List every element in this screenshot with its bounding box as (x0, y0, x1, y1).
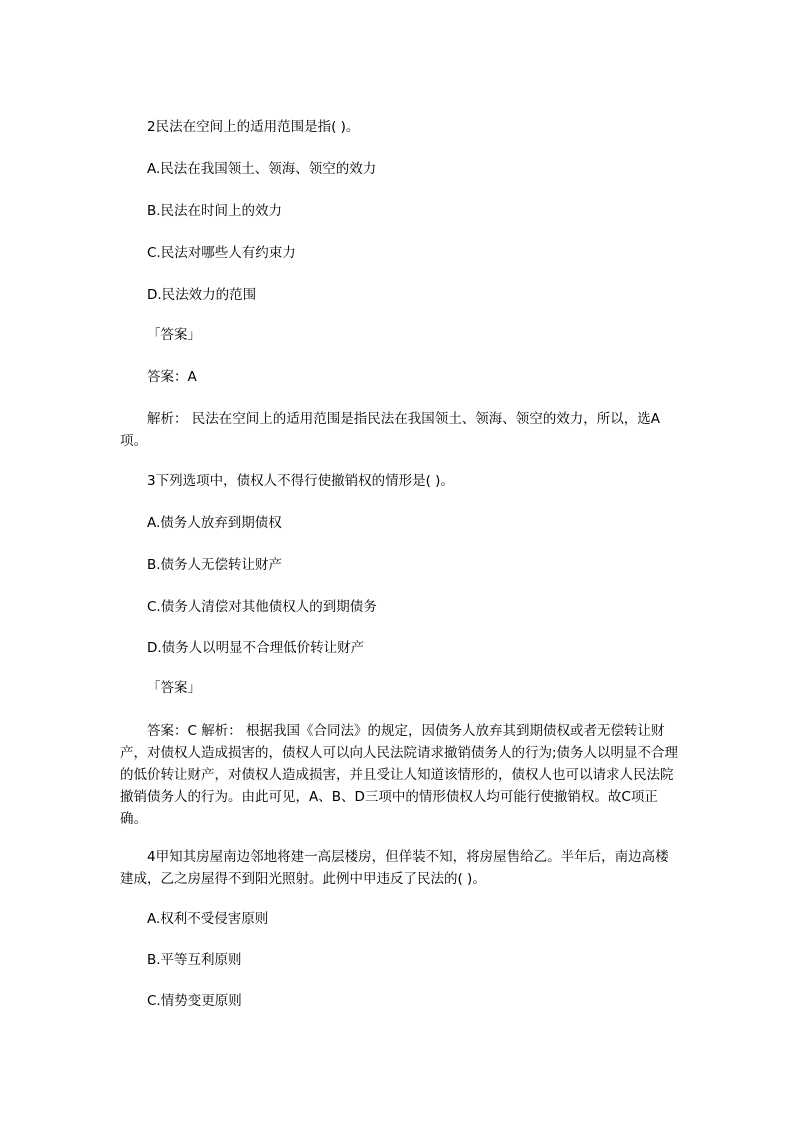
question-2-option-c: C.民法对哪些人有约束力 (147, 245, 296, 261)
question-4-stem: 4甲知其房屋南边邻地将建一高层楼房，但佯装不知，将房屋售给乙。半年后，南边高楼建成，乙之房屋得不到阳光照射。此例中甲违反了民法的( )。 (120, 849, 669, 887)
question-4-option-b: B.平等互利原则 (147, 952, 242, 968)
question-3-answer-header: 「答案」 (147, 680, 201, 696)
question-3-option-a: A.债务人放弃到期债权 (147, 515, 282, 531)
question-2-stem: 2民法在空间上的适用范围是指( )。 (147, 119, 360, 135)
question-4-option-a: A.权利不受侵害原则 (147, 911, 269, 927)
question-4-option-c: C.情势变更原则 (147, 993, 242, 1009)
question-3-explanation: 答案：C 解析： 根据我国《合同法》的规定，因债务人放弃其到期债权或者无偿转让财产，对债权人造成损害的，债权人可以向人民法院请求撤销债务人的行为;债务人以明显不合理的低价转让财产，对债权人造成损害，并且受让人知道该情形的，债权人也可以请求人民法院撤销债务人的行为。由此可见，A、B、D三项中的情形债权人均可能行使撤销权。故C项正确。 (120, 723, 679, 827)
question-3-stem: 3下列选项中，债权人不得行使撤销权的情形是( )。 (147, 473, 454, 489)
question-3-option-b: B.债务人无偿转让财产 (147, 557, 283, 573)
question-2-answer-header: 「答案」 (147, 327, 201, 343)
question-3-option-d: D.债务人以明显不合理低价转让财产 (147, 640, 365, 656)
question-2-option-d: D.民法效力的范围 (147, 287, 257, 303)
question-2-option-b: B.民法在时间上的效力 (147, 203, 283, 219)
question-2-answer: 答案：A (147, 369, 197, 385)
question-3-option-c: C.债务人清偿对其他债权人的到期债务 (147, 599, 377, 615)
question-2-explanation: 解析： 民法在空间上的适用范围是指民法在我国领土、领海、领空的效力，所以，选A项。 (120, 411, 661, 449)
question-2-option-a: A.民法在我国领土、领海、领空的效力 (147, 161, 377, 177)
